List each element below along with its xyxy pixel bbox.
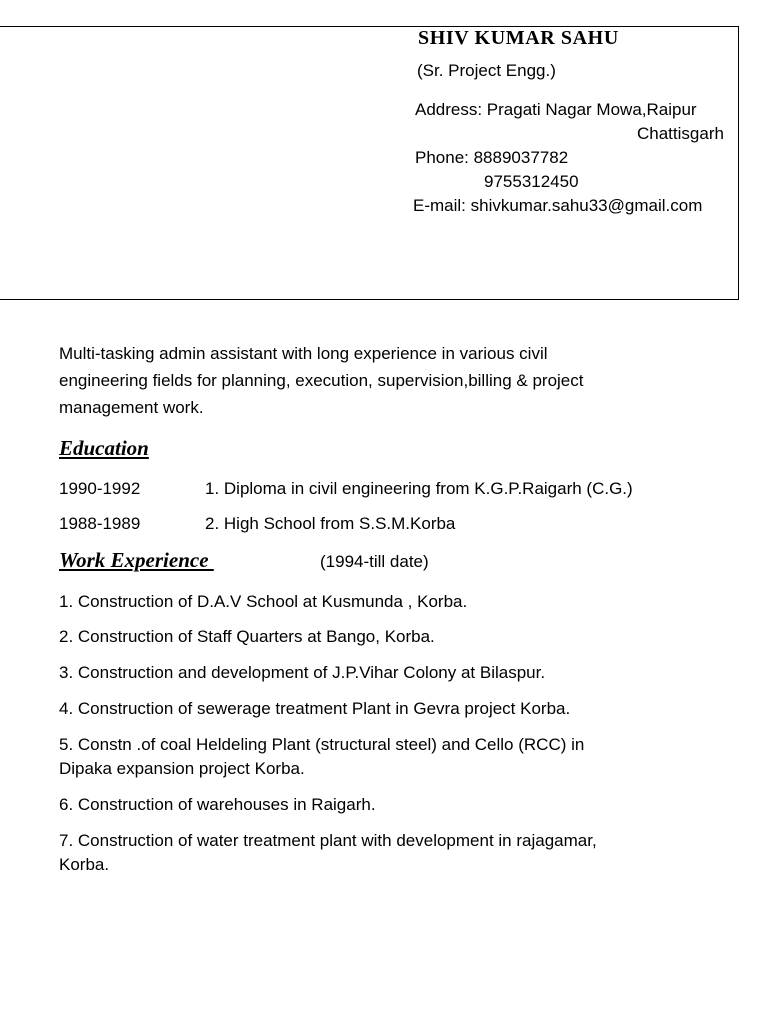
work-item: 5. Constn .of coal Heldeling Plant (structural steel) and Cello (RCC) in [59,735,585,754]
address-line-2: Chattisgarh [637,124,724,143]
header-box [0,26,739,300]
phone-line-1: Phone: 8889037782 [415,148,569,167]
work-period: (1994-till date) [320,552,429,571]
work-item: 3. Construction and development of J.P.Vihar Colony at Bilaspur. [59,663,546,682]
work-item: 1. Construction of D.A.V School at Kusmunda , Korba. [59,592,468,611]
work-item: Korba. [59,855,110,874]
education-row [59,514,455,534]
address-line-1: Address: Pragati Nagar Mowa,Raipur [415,100,697,119]
summary-line: Multi-tasking admin assistant with long experience in various civil [59,344,548,363]
summary-line: engineering fields for planning, execution, supervision,billing & project [59,371,584,390]
work-item: Dipaka expansion project Korba. [59,759,305,778]
email: E-mail: shivkumar.sahu33@gmail.com [413,196,703,215]
education-years: 1988-1989 [59,514,141,533]
education-row [59,479,633,499]
phone-line-2: 9755312450 [484,172,579,191]
work-item: 6. Construction of warehouses in Raigarh. [59,795,376,814]
education-detail: 2. High School from S.S.M.Korba [205,514,456,533]
work-item: 7. Construction of water treatment plant with development in rajagamar, [59,831,597,850]
education-years: 1990-1992 [59,479,141,498]
work-experience-heading: Work Experience [59,548,214,572]
education-detail: 1. Diploma in civil engineering from K.G.P.Raigarh (C.G.) [205,479,633,498]
candidate-name: SHIV KUMAR SAHU [418,27,619,49]
designation: (Sr. Project Engg.) [417,61,556,80]
education-heading: Education [59,436,149,460]
work-item: 2. Construction of Staff Quarters at Bango, Korba. [59,627,435,646]
summary-line: management work. [59,398,204,417]
work-item: 4. Construction of sewerage treatment Plant in Gevra project Korba. [59,699,571,718]
